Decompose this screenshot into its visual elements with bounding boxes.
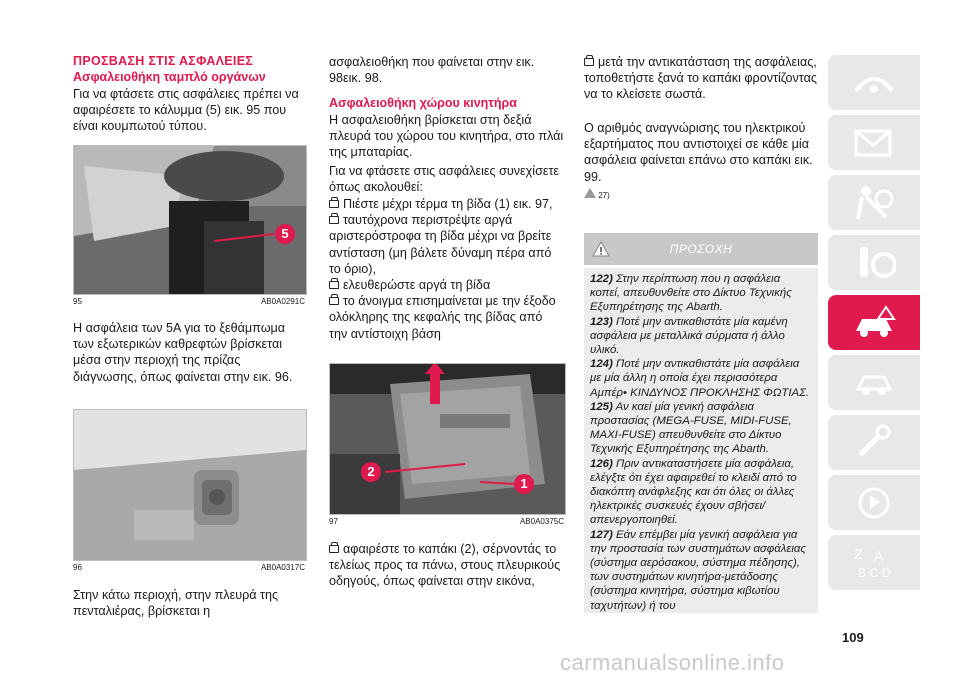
callout-2: 2 [367,464,375,479]
key-start-icon [852,243,896,283]
svg-text:B C: B C [858,566,879,580]
warning-header [584,233,818,265]
car-breakdown-icon [852,303,896,343]
step-item: αφαιρέστε το καπάκι (2), σέρνοντάς το τελείως προς τα πάνω, στους πλευρικούς οδηγούς, όπως φαίνεται στην εικόνα, [329,542,561,589]
warning-item: 124) Ποτέ μην αντικαθιστάτε μία ασφάλεια με μία άλλη η οποία έχει περισσότερα Αμπέρ• ΚΙΝΔΥΝΟΣ ΠΡΟΚΛΗΣΗΣ ΦΩΤΙΑΣ. [590,358,810,399]
tab-index[interactable] [828,535,920,590]
warning-item: 127) Εάν επέμβει μία γενική ασφάλεια για την προστασία των συστημάτων ασφάλειας (σύστημα αερόσακου, σύστημα πέδησης), των συστημάτων κινητήρα-μετάδοσης (σύστημα κινητήρα, σύστημα κιβωτίου ταχυτήτων) ή του [590,528,806,612]
subtitle-engine-fusebox: Ασφαλειοθήκη χώρου κινητήρα [329,96,517,110]
figure-97 [329,363,566,515]
seatbelt-airbag-icon [852,183,896,223]
figure-number: 95 [73,297,82,306]
step-item: Πιέστε μέχρι τέρμα τη βίδα (1) εικ. 97, [329,196,564,212]
step-item: μετά την αντικατάσταση της ασφάλειας, τοποθετήστε ξανά το καπάκι φροντίζοντας να το κλείσετε σωστά. [584,55,817,102]
figure-95 [73,145,307,295]
paragraph: Η ασφαλειοθήκη βρίσκεται στη δεξιά πλευρά του χώρου του κινητήρα, στο πλάι της μπαταρίας. [329,113,564,160]
tab-safety[interactable] [828,175,920,230]
figure-number: 97 [329,517,338,526]
tab-starting-driving[interactable] [828,235,920,290]
figure-96-caption [73,563,305,572]
callout-1: 1 [520,476,528,491]
step-item: το άνοιγμα επισημαίνεται με την έξοδο ολόκληρης της κεφαλής της βίδας από την αντίστοιχη βάση [329,294,556,341]
multimedia-icon [852,483,896,523]
paragraph: Η ασφάλεια των 5A για το ξεθάμπωμα των εξωτερικών καθρεφτών βρίσκεται μέσα στην περιοχή της πρίζας διάγνωσης, όπως φαίνεται στην εικ. 96. [73,321,293,384]
checkbox-bullet-icon [329,545,339,553]
warning-item: 125) Αν καεί μία γενική ασφάλεια προστασίας (MEGA-FUSE, MIDI-FUSE, MAXI-FUSE) απευθυνθείτε στο Δίκτυο Τεχνικής Εξυπηρέτησης της Abarth. [590,400,792,456]
warning-item: 122) Στην περίπτωση που η ασφάλεια κοπεί, απευθυνθείτε στο Δίκτυο Τεχνικής Εξυπηρέτησης της Abarth. [590,273,792,314]
warning-item: 123) Ποτέ μην αντικαθιστάτε μία καμένη ασφάλεια με μεταλλικά σύρματα ή άλλο υλικό. [590,315,788,357]
figure-96-illustration [74,410,306,560]
figure-number: 96 [73,563,82,572]
info-envelope-icon [852,123,896,163]
figure-95-caption [73,297,305,306]
figure-95-illustration [74,146,306,294]
paragraph: Ο αριθμός αναγνώρισης του ηλεκτρικού εξαρτήματος που αντιστοιχεί σε κάθε μία ασφάλεια φαίνεται επάνω στο καπάκι εικ. 99. [584,121,813,184]
tab-multimedia[interactable] [828,475,920,530]
svg-text:Z: Z [854,546,863,562]
figure-97-illustration [330,364,565,514]
checkbox-bullet-icon [329,200,339,208]
checkbox-bullet-icon [329,297,339,305]
warning-item: 126) Πριν αντικαταστήσετε μία ασφάλεια, ελέγξτε ότι έχει αφαιρεθεί το κλειδί από το διακόπτη ανάφλεξης και ότι όλες οι άλλες ηλεκτρικές συσκευές έχουν σβήσει/απενεργοποιηθεί. [590,457,797,527]
tab-info[interactable] [828,115,920,170]
tab-maintenance[interactable] [828,355,920,410]
figure-code: AB0A0291C [260,297,305,306]
figure-code: AB0A0317C [260,563,305,572]
callout-5: 5 [281,226,289,241]
car-service-icon [852,363,896,403]
figure-code: AB0A0375C [519,517,564,526]
warning-triangle-icon [584,188,596,198]
checkbox-bullet-icon [329,281,339,289]
step-item: ταυτόχρονα περιστρέψτε αργά αριστερόστροφα τη βίδα μέχρι να βρείτε αντίσταση (μη βάλετε δύναμη πέρα από το όριο), [329,213,552,276]
checkbox-bullet-icon [329,216,339,224]
warning-title: ΠΡΟΣΟΧΗ [669,242,733,256]
section-title: ΠΡΟΣΒΑΣΗ ΣΤΙΣ ΑΣΦΑΛΕΙΕΣ [73,54,254,68]
steps-list [329,196,564,342]
paragraph: Για να φτάσετε στις ασφάλειες πρέπει να αφαιρέσετε το κάλυμμα (5) εικ. 95 που είναι κουμπωτού τύπου. [73,87,299,134]
tab-dashboard[interactable] [828,55,920,110]
tab-emergency[interactable] [828,295,920,350]
note-reference: 27) [584,188,610,200]
car-dashboard-icon [852,63,896,103]
paragraph: ασφαλειοθήκη που φαίνεται στην εικ. 98εικ. 98. [329,55,535,86]
step-item: ελευθερώστε αργά τη βίδα [329,277,564,293]
svg-text:A: A [874,548,884,564]
figure-96 [73,409,307,561]
figure-97-caption [329,517,564,526]
wrench-settings-icon [852,423,896,463]
paragraph: Για να φτάσετε στις ασφάλειες συνεχίσετε όπως ακολουθεί: [329,164,560,195]
subtitle-dashboard-fusebox: Ασφαλειοθήκη ταμπλό οργάνων [73,70,266,84]
watermark: carmanualsonline.info [560,650,785,675]
warning-body [584,268,818,613]
alphabet-index-icon [852,543,896,583]
tab-technical-data[interactable] [828,415,920,470]
paragraph: Στην κάτω περιοχή, στην πλευρά της πενταλιέρας, βρίσκεται η [73,588,279,619]
page-number: 109 [842,630,864,645]
checkbox-bullet-icon [584,58,594,66]
svg-text:D: D [882,566,891,580]
